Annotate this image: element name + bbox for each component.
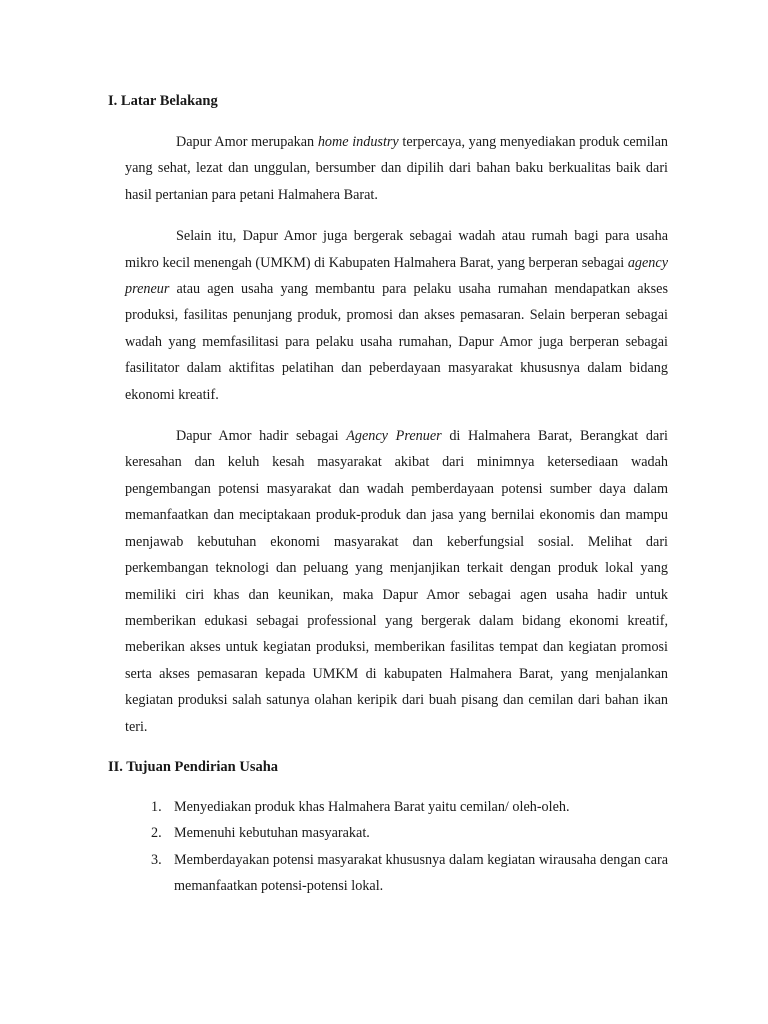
- paragraph-3-text-b: di Halmahera Barat, Berangkat dari keresahan dan keluh kesah masyarakat akibat dari minimnya ketersediaan wadah pengembangan potensi masyarakat dan wadah pemberdayaan potensi sumber daya dalam memanfaatkan dan meciptakaan produk-produk dan jasa yang bernilai ekonomis dan mampu menjawab kebutuhan ekonomi masyarakat dan keberfungsial sosial. Melihat dari perkembangan teknologi dan peluang yang menjanjikan terkait dengan produk lokal yang memiliki ciri khas dan keunikan, maka Dapur Amor sebagai agen usaha hadir untuk memberikan edukasi sebagai professional yang bergerak dalam bidang ekonomi kreatif, meberikan akses untuk kegiatan produksi, memberikan fasilitas tempat dan kegiatan promosi serta akses pemasaran kepada UMKM di kabupaten Halmahera Barat, yang menjalankan kegiatan produksi salah satunya olahan keripik dari buah pisang dan cemilan dari bahan ikan teri.: [125, 428, 668, 735]
- paragraph-3-emphasis: Agency Prenuer: [346, 428, 442, 445]
- list-item: [108, 847, 668, 900]
- paragraph-2-text-b: atau agen usaha yang membantu para pelaku usaha rumahan mendapatkan akses produksi, fasilitas penunjang produk, promosi dan akses pemasaran. Selain berperan sebagai wadah yang memfasilitasi para pelaku usaha rumahan, Dapur Amor juga berperan sebagai fasilitator dalam aktifitas pelatihan dan peberdayaan masyarakat khususnya dalam bidang ekonomi kreatif.: [125, 281, 668, 403]
- paragraph-1-text-a: Dapur Amor merupakan: [176, 134, 318, 150]
- list-item: [108, 794, 668, 820]
- list-item-text: Menyediakan produk khas Halmahera Barat yaitu cemilan/ oleh-oleh.: [174, 798, 570, 815]
- paragraph-2: [125, 223, 668, 408]
- paragraph-2-emphasis: agency preneur: [125, 254, 668, 298]
- section-heading-latar-belakang: I. Latar Belakang: [108, 93, 218, 109]
- list-item-text: Memenuhi kebutuhan masyarakat.: [174, 825, 370, 842]
- goals-list: [108, 794, 668, 900]
- paragraph-1-text-b: terpercaya, yang menyediakan produk cemilan yang sehat, lezat dan unggulan, bersumber dan dipilih dari bahan baku berkualitas baik dari hasil pertanian para petani Halmahera Barat.: [125, 134, 668, 203]
- paragraph-2-text-a: Selain itu, Dapur Amor juga bergerak sebagai wadah atau rumah bagi para usaha mikro kecil menengah (UMKM) di Kabupaten Halmahera Barat, yang berperan sebagai: [125, 228, 668, 271]
- document-page: [108, 88, 668, 900]
- paragraph-1-emphasis: home industry: [317, 134, 399, 150]
- section-heading-tujuan-pendirian-usaha: II. Tujuan Pendirian Usaha: [108, 758, 279, 775]
- list-item: [108, 820, 668, 846]
- list-item-number: 2.: [151, 825, 162, 842]
- paragraph-1: [125, 129, 668, 208]
- list-item-number: 1.: [151, 798, 162, 815]
- list-item-number: 3.: [151, 851, 162, 868]
- paragraph-3: [125, 423, 668, 740]
- paragraph-3-text-a: Dapur Amor hadir sebagai: [176, 428, 347, 445]
- list-item-text: Memberdayakan potensi masyarakat khususnya dalam kegiatan wirausaha dengan cara memanfaatkan potensi-potensi lokal.: [174, 851, 669, 895]
